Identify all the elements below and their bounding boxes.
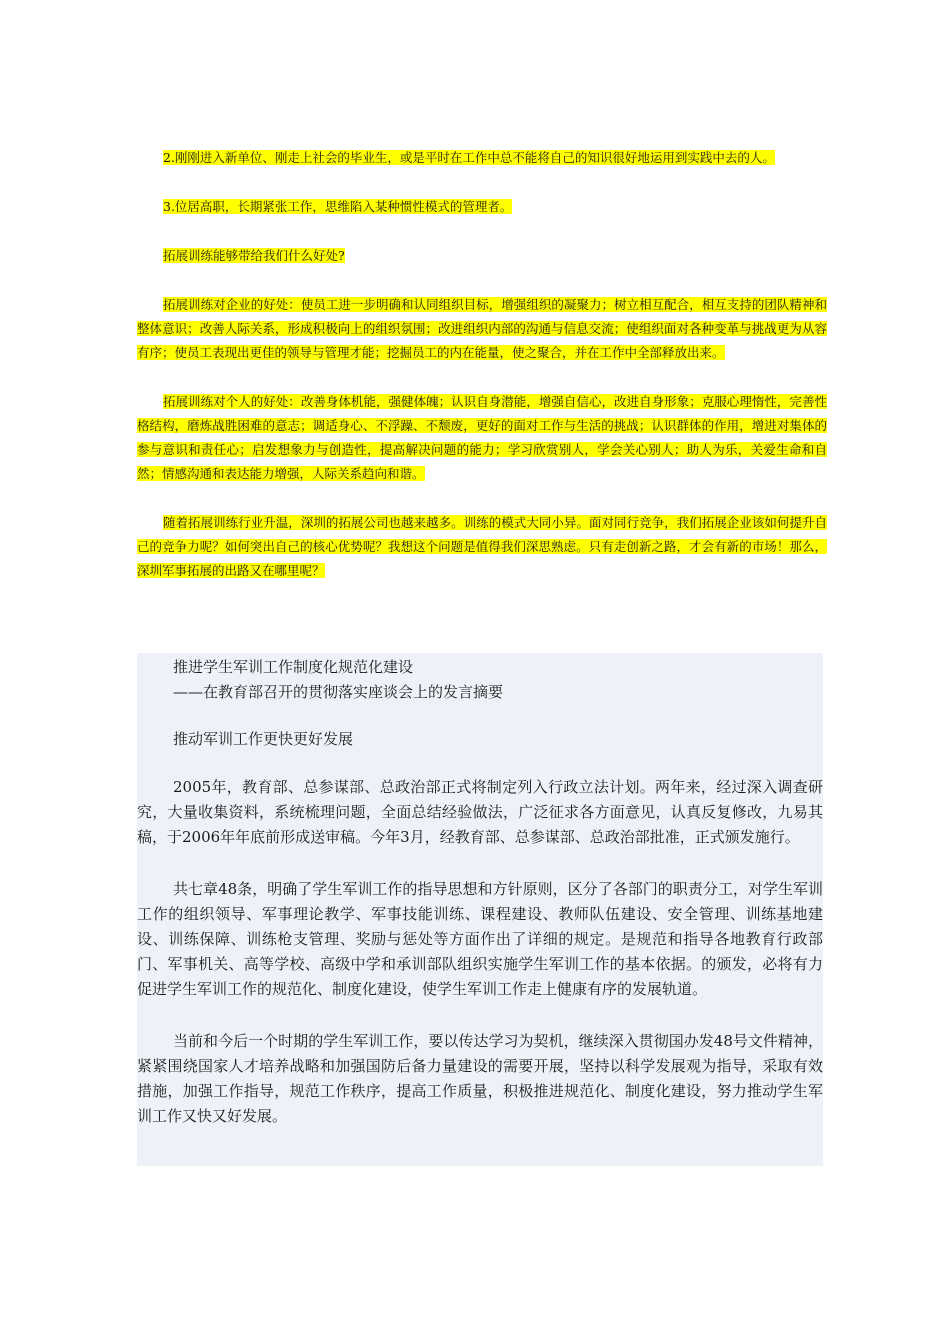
highlighted-text: 3.位居高职，长期紧张工作，思维陷入某种惯性模式的管理者。: [163, 199, 513, 214]
highlighted-text: 拓展训练对个人的好处：改善身体机能，强健体魄；认识自身潜能，增强自信心，改进自身形象；克服心理惰性，完善性格结构，磨炼战胜困难的意志；调适身心、不浮躁、不颓废，更好的面对工作与生活的挑战；认识群体的作用，增进对集体的参与意识和责任心；启发想象力与创造性，提高解决问题的能力；学习欣赏别人，学会关心别人；助人为乐，关爱生命和自然；情感沟通和表达能力增强，人际关系趋向和谐。: [137, 394, 827, 481]
paragraph-managers: [137, 195, 827, 219]
article-subtitle: ——在教育部召开的贯彻落实座谈会上的发言摘要: [173, 683, 504, 701]
highlighted-text: 随着拓展训练行业升温，深圳的拓展公司也越来越多。训练的模式大同小异。面对同行竞争，我们拓展企业该如何提升自己的竞争力呢？如何突出自己的核心优势呢？我想这个问题是值得我们深思熟虑。只有走创新之路，才会有新的市场！那么，深圳军事拓展的出路又在哪里呢？: [137, 515, 827, 578]
article-section: [137, 653, 823, 1166]
highlighted-text: 拓展训练对企业的好处：使员工进一步明确和认同组织目标，增强组织的凝聚力；树立相互配合，相互支持的团队精神和整体意识；改善人际关系，形成积极向上的组织氛围；改进组织内部的沟通与信息交流；使组织面对各种变革与挑战更为从容有序；使员工表现出更佳的领导与管理才能；挖掘员工的内在能量，使之聚合，并在工作中全部释放出来。: [137, 297, 827, 360]
highlighted-text: 2.刚刚进入新单位、刚走上社会的毕业生，或是平时在工作中总不能将自己的知识很好地运用到实践中去的人。: [163, 150, 775, 165]
article-paragraph: 共七章48条，明确了学生军训工作的指导思想和方针原则，区分了各部门的职责分工，对学生军训工作的组织领导、军事理论教学、军事技能训练、课程建设、教师队伍建设、安全管理、训练基地建设、训练保障、训练枪支管理、奖励与惩处等方面作出了详细的规定。是规范和指导各地教育行政部门、军事机关、高等学校、高级中学和承训部队组织实施学生军训工作的基本依据。的颁发，必将有力促进学生军训工作的规范化、制度化建设，使学生军训工作走上健康有序的发展轨道。: [137, 880, 823, 998]
highlighted-text: 拓展训练能够带给我们什么好处?: [163, 248, 345, 263]
highlighted-section: [137, 146, 827, 608]
article-paragraph: 2005年，教育部、总参谋部、总政治部正式将制定列入行政立法计划。两年来，经过深入调查研究，大量收集资料，系统梳理问题，全面总结经验做法，广泛征求各方面意见，认真反复修改，九易其稿，于2006年年底前形成送审稿。今年3月，经教育部、总参谋部、总政治部批准，正式颁发施行。: [137, 778, 823, 846]
paragraph-graduates: [137, 146, 827, 170]
article-title: 推进学生军训工作制度化规范化建设: [173, 658, 414, 676]
paragraph-personal-benefits: [137, 390, 827, 486]
paragraph-enterprise-benefits: [137, 293, 827, 365]
paragraph-industry: [137, 511, 827, 583]
article-paragraph: 当前和今后一个时期的学生军训工作，要以传达学习为契机，继续深入贯彻国办发48号文件精神，紧紧围绕国家人才培养战略和加强国防后备力量建设的需要开展，坚持以科学发展观为指导，采取有效措施，加强工作指导，规范工作秩序，提高工作质量，积极推进规范化、制度化建设，努力推动学生军训工作又快又好发展。: [137, 1032, 823, 1125]
article-heading: 推动军训工作更快更好发展: [173, 730, 354, 748]
paragraph-question: [137, 244, 827, 268]
